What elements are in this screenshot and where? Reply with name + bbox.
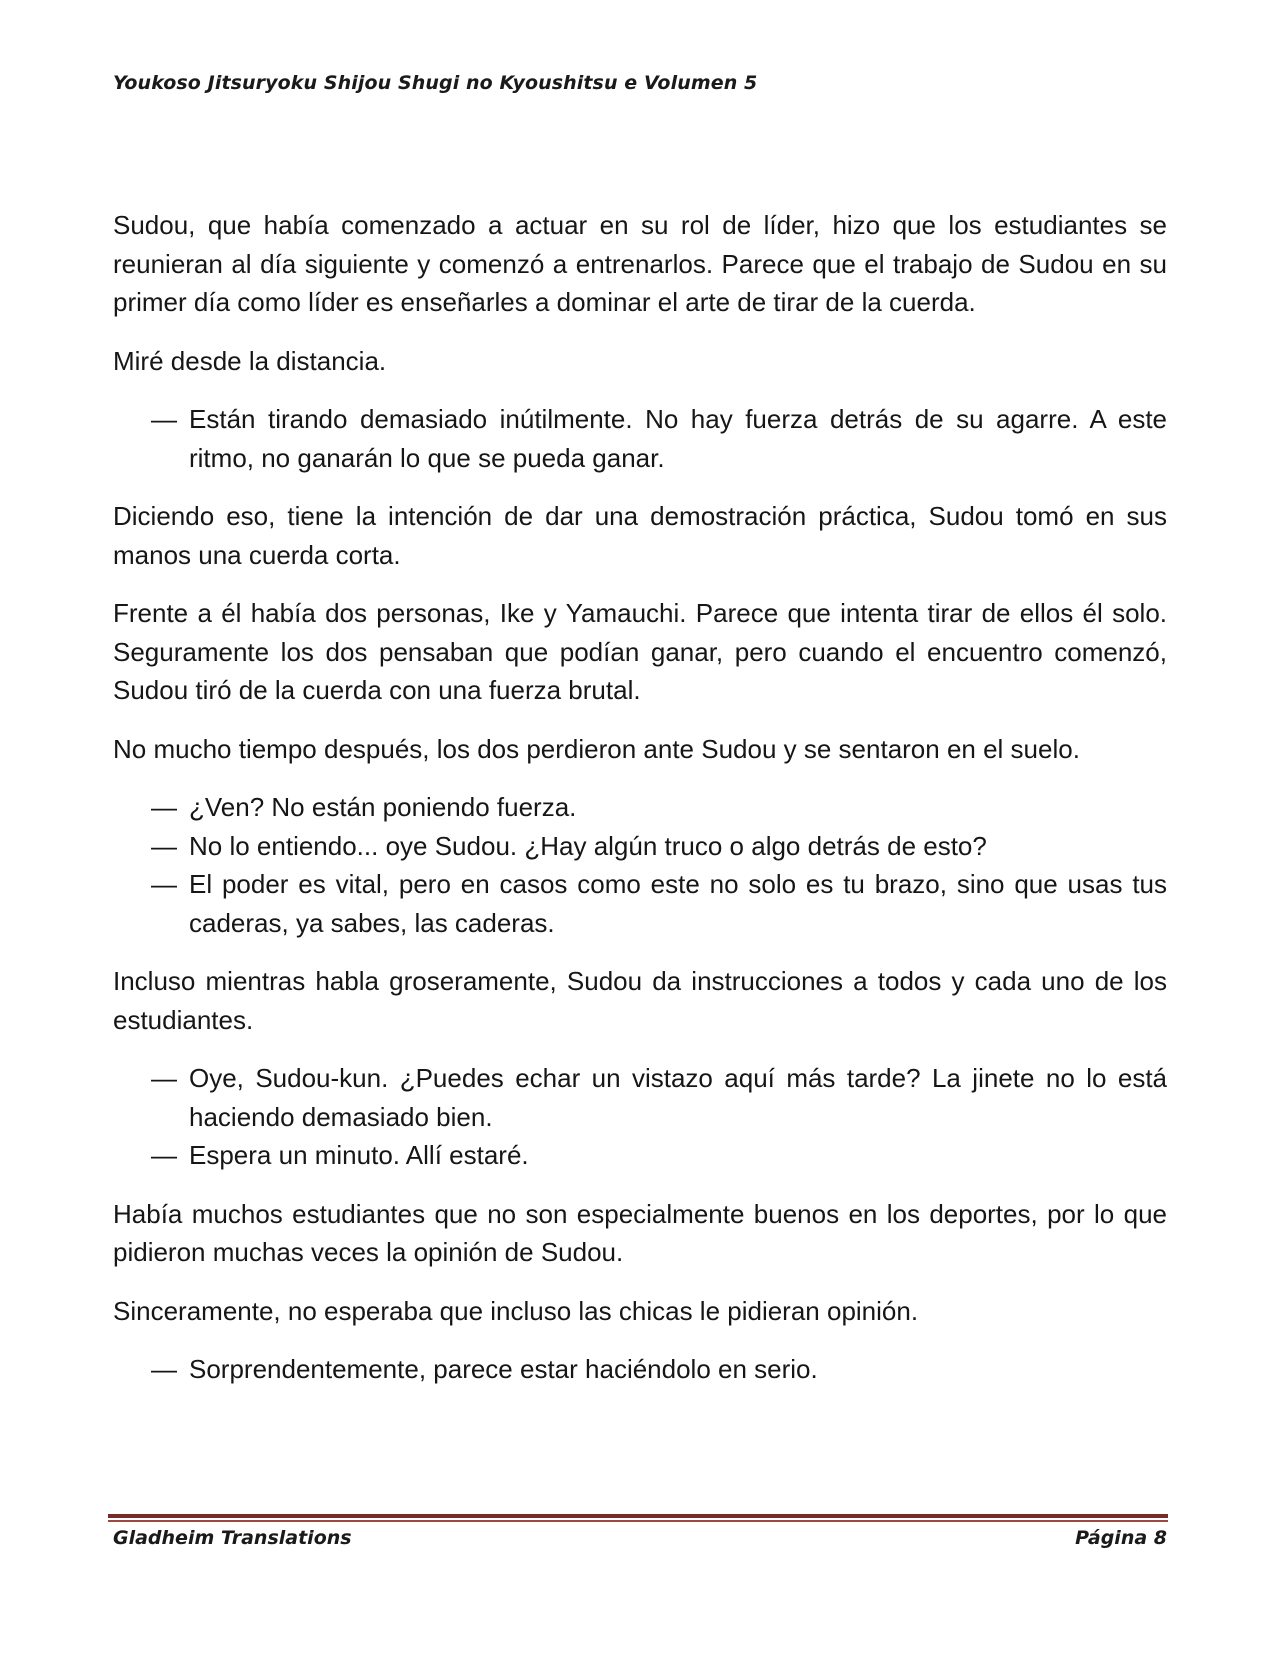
dialogue-line-7: [113, 1350, 1167, 1389]
dialogue-text: Están tirando demasiado inútilmente. No hay fuerza detrás de su agarre. A este ritmo, no ganarán lo que se pueda ganar.: [189, 404, 1167, 473]
dialogue-line-4: [113, 865, 1167, 942]
dialogue-line-5: [113, 1059, 1167, 1136]
dialogue-text: No lo entiendo... oye Sudou. ¿Hay algún truco o algo detrás de esto?: [189, 830, 987, 861]
dialogue-dash: —: [151, 1354, 177, 1384]
paragraph-3: Diciendo eso, tiene la intención de dar una demostración práctica, Sudou tomó en sus manos una cuerda corta.: [113, 501, 1167, 570]
dialogue-group-2: [113, 788, 1167, 942]
page-number: Página 8: [1075, 1527, 1167, 1549]
dialogue-dash: —: [151, 792, 177, 822]
dialogue-dash: —: [151, 1063, 177, 1093]
paragraph-2: Miré desde la distancia.: [113, 345, 387, 376]
dialogue-text: Oye, Sudou-kun. ¿Puedes echar un vistazo aquí más tarde? La jinete no lo está haciendo demasiado bien.: [189, 1063, 1167, 1132]
footer-divider-thin: [108, 1520, 1168, 1522]
dialogue-dash: —: [151, 830, 177, 861]
dialogue-group-1: [113, 400, 1167, 477]
dialogue-text: Espera un minuto. Allí estaré.: [189, 1140, 529, 1170]
dialogue-line-2: [113, 788, 1167, 827]
paragraph-7: Había muchos estudiantes que no son especialmente buenos en los deportes, por lo que pidieron muchas veces la opinión de Sudou.: [113, 1198, 1167, 1267]
dialogue-text: ¿Ven? No están poniendo fuerza.: [189, 792, 577, 822]
footer-credit: Gladheim Translations: [113, 1527, 352, 1549]
dialogue-line-6: [113, 1136, 1167, 1175]
dialogue-group-3: [113, 1059, 1167, 1175]
paragraph-8: Sinceramente, no esperaba que incluso las chicas le pidieran opinión.: [113, 1295, 919, 1326]
dialogue-line-1: [113, 400, 1167, 477]
dialogue-text: El poder es vital, pero en casos como este no solo es tu brazo, sino que usas tus caderas, ya sabes, las caderas.: [189, 869, 1167, 938]
dialogue-text: Sorprendentemente, parece estar haciéndolo en serio.: [189, 1354, 818, 1384]
paragraph-1: Sudou, que había comenzado a actuar en su rol de líder, hizo que los estudiantes se reunieran al día siguiente y comenzó a entrenarlos. Parece que el trabajo de Sudou en su primer día como líder es enseñarles a dominar el arte de tirar de la cuerda.: [113, 210, 1167, 317]
dialogue-line-3: [113, 827, 1167, 866]
paragraph-4: Frente a él había dos personas, Ike y Yamauchi. Parece que intenta tirar de ellos él solo. Seguramente los dos pensaban que podían ganar, pero cuando el encuentro comenzó, Sudou tiró de la cuerda con una fuerza brutal.: [113, 598, 1167, 705]
footer-divider: [108, 1514, 1168, 1518]
page-body: [113, 206, 1167, 1409]
paragraph-5: No mucho tiempo después, los dos perdieron ante Sudou y se sentaron en el suelo.: [113, 733, 1080, 764]
dialogue-dash: —: [151, 1140, 177, 1170]
dialogue-group-4: [113, 1350, 1167, 1389]
dialogue-dash: —: [151, 869, 177, 899]
paragraph-6: Incluso mientras habla groseramente, Sudou da instrucciones a todos y cada uno de los estudiantes.: [113, 966, 1167, 1035]
dialogue-dash: —: [151, 404, 177, 434]
running-header: Youkoso Jitsuryoku Shijou Shugi no Kyoushitsu e Volumen 5: [113, 72, 758, 94]
